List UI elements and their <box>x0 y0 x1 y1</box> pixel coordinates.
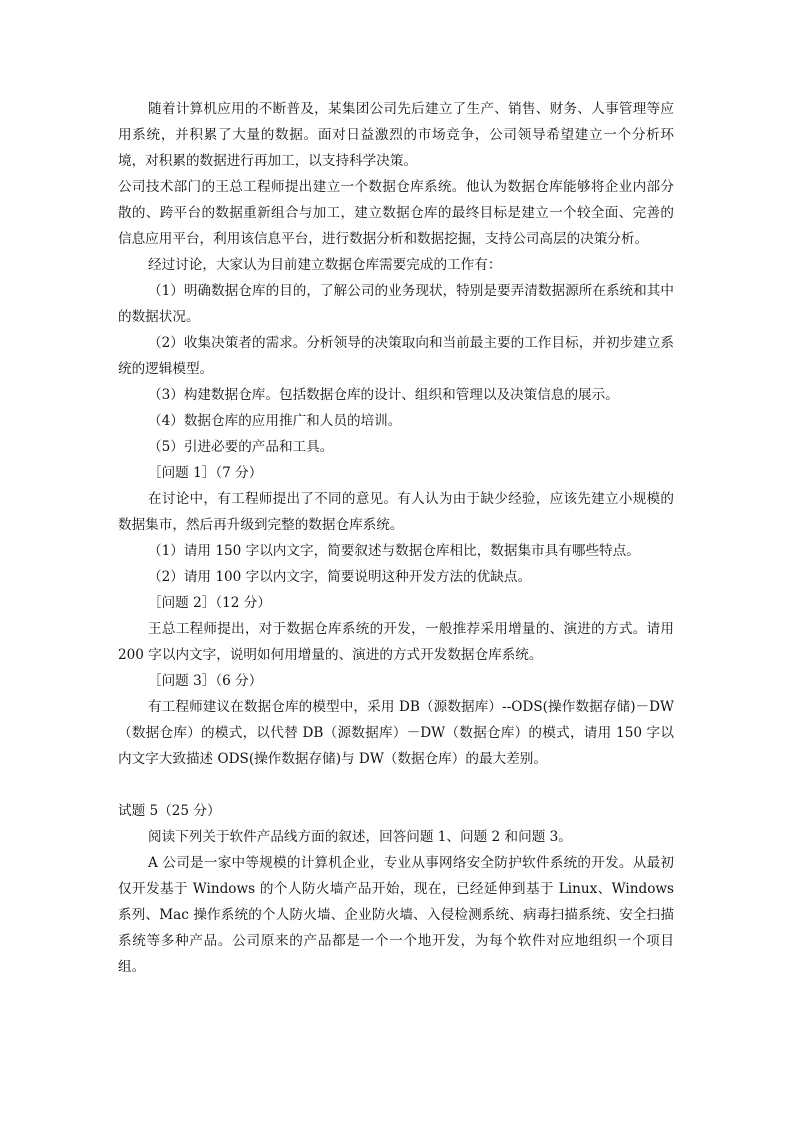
list-item: （4）数据仓库的应用推广和人员的培训。 <box>148 413 402 429</box>
question-1-part-2: （2）请用 100 字以内文字，简要说明这种开发方法的优缺点。 <box>148 569 532 585</box>
exam-item-5-instruction: 阅读下列关于软件产品线方面的叙述，回答问题 1、问题 2 和问题 3。 <box>148 829 572 845</box>
question-1-part-1: （1）请用 150 字以内文字，简要叙述与数据仓库相比，数据集市具有哪些特点。 <box>148 543 640 559</box>
question-1-context: 在讨论中，有工程师提出了不同的意见。有人认为由于缺少经验，应该先建立小规模的数据集市，然后再升级到完整的数据仓库系统。 <box>118 491 674 533</box>
paragraph-discussion: 经过讨论，大家认为目前建立数据仓库需要完成的工作有： <box>148 257 502 273</box>
list-item: （2）收集决策者的需求。分析领导的决策取向和当前最主要的工作目标，并初步建立系统的逻辑模型。 <box>118 335 674 377</box>
document-page <box>118 96 674 980</box>
list-item: （5）引进必要的产品和工具。 <box>148 439 334 455</box>
list-item: （1）明确数据仓库的目的，了解公司的业务现状，特别是要弄清数据源所在系统和其中的数据状况。 <box>118 283 674 325</box>
paragraph-proposal: 公司技术部门的王总工程师提出建立一个数据仓库系统。他认为数据仓库能够将企业内部分散的、跨平台的数据重新组合与加工，建立数据仓库的最终目标是建立一个较全面、完善的信息应用平台，利用该信息平台，进行数据分析和数据挖掘，支持公司高层的决策分析。 <box>118 179 674 247</box>
question-2-text: 王总工程师提出，对于数据仓库系统的开发，一般推荐采用增量的、演进的方式。请用 200 字以内文字，说明如何用增量的、演进的方式开发数据仓库系统。 <box>118 621 674 663</box>
exam-item-5-heading: 试题 5（25 分） <box>118 803 221 819</box>
question-3-text: 有工程师建议在数据仓库的模型中，采用 DB（源数据库）--ODS(操作数据存储)－DW（数据仓库）的模式，以代替 DB（源数据库）－DW（数据仓库）的模式，请用 150 字以内文字大致描述 ODS(操作数据存储)与 DW（数据仓库）的最大差别。 <box>118 699 674 767</box>
exam-item-5-background: A 公司是一家中等规模的计算机企业，专业从事网络安全防护软件系统的开发。从最初仅开发基于 Windows 的个人防火墙产品开始，现在，已经延伸到基于 Linux、Windows 系列、Mac 操作系统的个人防火墙、企业防火墙、入侵检测系统、病毒扫描系统、安全扫描系统等多种产品。公司原来的产品都是一个一个地开发，为每个软件对应地组织一个项目组。 <box>118 855 674 975</box>
paragraph-intro: 随着计算机应用的不断普及，某集团公司先后建立了生产、销售、财务、人事管理等应用系统，并积累了大量的数据。面对日益激烈的市场竞争，公司领导希望建立一个分析环境，对积累的数据进行再加工，以支持科学决策。 <box>118 101 674 169</box>
list-item: （3）构建数据仓库。包括数据仓库的设计、组织和管理以及决策信息的展示。 <box>148 387 619 403</box>
question-2-heading: ［问题 2］（12 分） <box>148 595 271 611</box>
question-1-heading: ［问题 1］（7 分） <box>148 465 263 481</box>
question-3-heading: ［问题 3］（6 分） <box>148 673 263 689</box>
